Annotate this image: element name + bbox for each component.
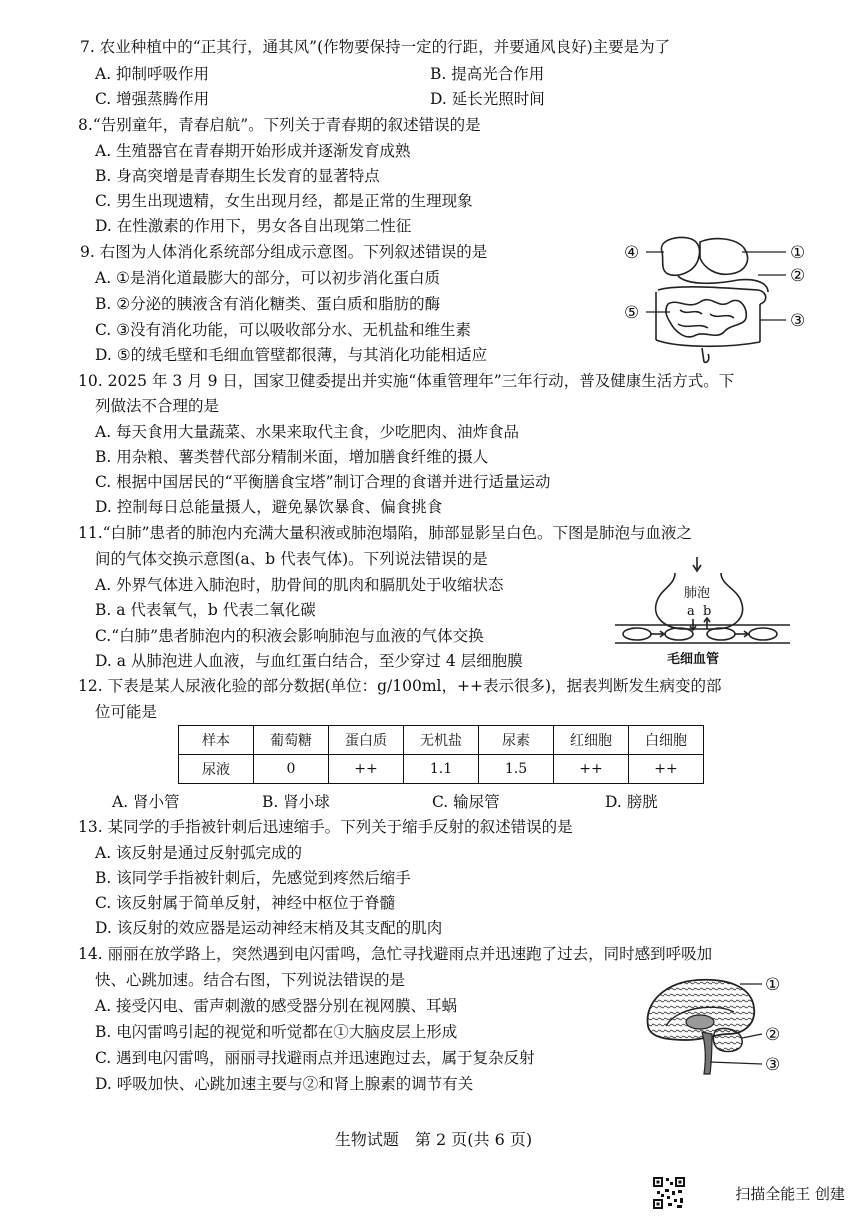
q12-option-a: A. 肾小管 — [112, 793, 180, 811]
q11-option-a: A. 外界气体进入肺泡时，肋骨间的肌肉和膈肌处于收缩状态 — [95, 576, 504, 594]
q14-stem-line2: 快、心跳加速。结合右图，下列说法错误的是 — [95, 971, 406, 989]
q8-stem: 8.“告别童年，青春启航”。下列关于青春期的叙述错误的是 — [78, 116, 481, 134]
q12-option-d: D. 膀胱 — [605, 793, 658, 811]
q9-label-4: ④ — [624, 243, 640, 263]
q11-stem-line1: 11.“白肺”患者的肺泡内充满大量积液或肺泡塌陷，肺部显影呈白色。下图是肺泡与血液之 — [78, 524, 693, 542]
table-cell: ++ — [629, 755, 704, 784]
table-header-cell: 白细胞 — [629, 726, 704, 755]
q11-stem-line2: 间的气体交换示意图(a、b 代表气体)。下列说法错误的是 — [95, 550, 488, 568]
q11-option-c: C.“白肺”患者肺泡内的积液会影响肺泡与血液的气体交换 — [95, 627, 484, 645]
q14-option-b: B. 电闪雷鸣引起的视觉和听觉都在①大脑皮层上形成 — [95, 1023, 458, 1041]
qr-code-icon — [652, 1176, 686, 1210]
q14-label-3: ③ — [765, 1055, 781, 1075]
q14-label-1: ① — [765, 975, 781, 995]
capillary-label: 毛细血管 — [667, 652, 720, 667]
q7-option-c: C. 增强蒸腾作用 — [95, 90, 210, 108]
q12-stem-line2: 位可能是 — [95, 703, 158, 721]
table-cell: ++ — [554, 755, 629, 784]
q9-option-a: A. ①是消化道最膨大的部分，可以初步消化蛋白质 — [95, 269, 440, 287]
table-cell: 尿液 — [179, 755, 254, 784]
q8-option-a: A. 生殖器官在青春期开始形成并逐渐发育成熟 — [95, 142, 411, 160]
q9-label-5: ⑤ — [624, 303, 640, 323]
q9-option-b: B. ②分泌的胰液含有消化糖类、蛋白质和脂肪的酶 — [95, 295, 441, 313]
table-cell: 0 — [254, 755, 329, 784]
q8-option-c: C. 男生出现遗精，女生出现月经，都是正常的生理现象 — [95, 192, 473, 210]
q7-option-a: A. 抑制呼吸作用 — [95, 65, 210, 83]
page-footer: 生物试题 第 2 页(共 6 页) — [334, 1130, 533, 1149]
gas-a-label: a — [687, 604, 695, 619]
q9-label-1: ① — [790, 243, 806, 263]
q8-option-b: B. 身高突增是青春期生长发育的显著特点 — [95, 167, 380, 185]
q14-option-a: A. 接受闪电、雷声刺激的感受器分别在视网膜、耳蜗 — [95, 997, 458, 1015]
urine-test-table — [178, 725, 704, 784]
q9-option-c: C. ③没有消化功能，可以吸收部分水、无机盐和维生素 — [95, 321, 472, 339]
q14-stem-line1: 14. 丽丽在放学路上，突然遇到电闪雷鸣，急忙寻找避雨点并迅速跑了过去，同时感到呼吸加 — [78, 945, 713, 963]
q10-option-b: B. 用杂粮、薯类替代部分精制米面，增加膳食纤维的摄人 — [95, 448, 489, 466]
q14-option-d: D. 呼吸加快、心跳加速主要与②和肾上腺素的调节有关 — [95, 1075, 474, 1093]
digestive-system-figure — [618, 230, 818, 365]
q9-stem: 9. 右图为人体消化系统部分组成示意图。下列叙述错误的是 — [80, 243, 488, 261]
q12-option-b: B. 肾小球 — [262, 793, 330, 811]
q11-option-d: D. a 从肺泡进人血液，与血红蛋白结合，至少穿过 4 层细胞膜 — [95, 652, 523, 670]
q12-stem-line1: 12. 下表是某人尿液化验的部分数据(单位：g/100ml，++表示很多)，据表判断发生病变的部 — [78, 677, 722, 695]
q13-option-c: C. 该反射属于简单反射，神经中枢位于脊髓 — [95, 894, 396, 912]
q13-option-d: D. 该反射的效应器是运动神经末梢及其支配的肌肉 — [95, 919, 443, 937]
table-header-cell: 尿素 — [479, 726, 554, 755]
q11-option-b: B. a 代表氧气，b 代表二氧化碳 — [95, 601, 316, 619]
q7-stem: 7. 农业种植中的“正其行，通其风”(作物要保持一定的行距，并要通风良好)主要是为了 — [80, 38, 671, 56]
table-header-cell: 葡萄糖 — [254, 726, 329, 755]
brain-figure — [640, 968, 790, 1080]
q13-option-a: A. 该反射是通过反射弧完成的 — [95, 844, 303, 862]
q10-stem-line2: 列做法不合理的是 — [95, 397, 220, 415]
q10-option-a: A. 每天食用大量蔬菜、水果来取代主食，少吃肥肉、油炸食品 — [95, 423, 520, 441]
q10-option-d: D. 控制每日总能量摄人，避免暴饮暴食、偏食挑食 — [95, 498, 443, 516]
table-cell: 1.5 — [479, 755, 554, 784]
q9-label-2: ② — [790, 266, 806, 286]
q7-option-d: D. 延长光照时间 — [430, 90, 545, 108]
table-header-cell: 蛋白质 — [329, 726, 404, 755]
q12-option-c: C. 输尿管 — [432, 793, 500, 811]
q9-option-d: D. ⑤的绒毛壁和毛细血管壁都很薄，与其消化功能相适应 — [95, 346, 488, 364]
q10-stem-line1: 10. 2025 年 3 月 9 日，国家卫健委提出并实施“体重管理年”三年行动，普及健康生活方式。下 — [78, 372, 735, 390]
q14-label-2: ② — [765, 1025, 781, 1045]
q8-option-d: D. 在性激素的作用下，男女各自出现第二性征 — [95, 217, 412, 235]
q10-option-c: C. 根据中国居民的“平衡膳食宝塔”制订合理的食谱并进行适量运动 — [95, 473, 551, 491]
table-cell: 1.1 — [404, 755, 479, 784]
q13-stem: 13. 某同学的手指被针刺后迅速缩手。下列关于缩手反射的叙述错误的是 — [78, 818, 573, 836]
table-row — [179, 755, 704, 784]
q13-option-b: B. 该同学手指被针刺后，先感觉到疼然后缩手 — [95, 869, 411, 887]
alveolus-gas-exchange-figure — [615, 555, 790, 670]
table-header-cell: 红细胞 — [554, 726, 629, 755]
table-cell: ++ — [329, 755, 404, 784]
table-header-cell: 样本 — [179, 726, 254, 755]
q9-label-3: ③ — [790, 311, 806, 331]
table-header-cell: 无机盐 — [404, 726, 479, 755]
q14-option-c: C. 遇到电闪雷鸣，丽丽寻找避雨点并迅速跑过去，属于复杂反射 — [95, 1049, 535, 1067]
scanner-watermark: 扫描全能王 创建 — [735, 1185, 845, 1203]
gas-b-label: b — [703, 604, 712, 619]
alveolus-label: 肺泡 — [684, 586, 711, 601]
q7-option-b: B. 提高光合作用 — [430, 65, 545, 83]
table-header-row — [179, 726, 704, 755]
